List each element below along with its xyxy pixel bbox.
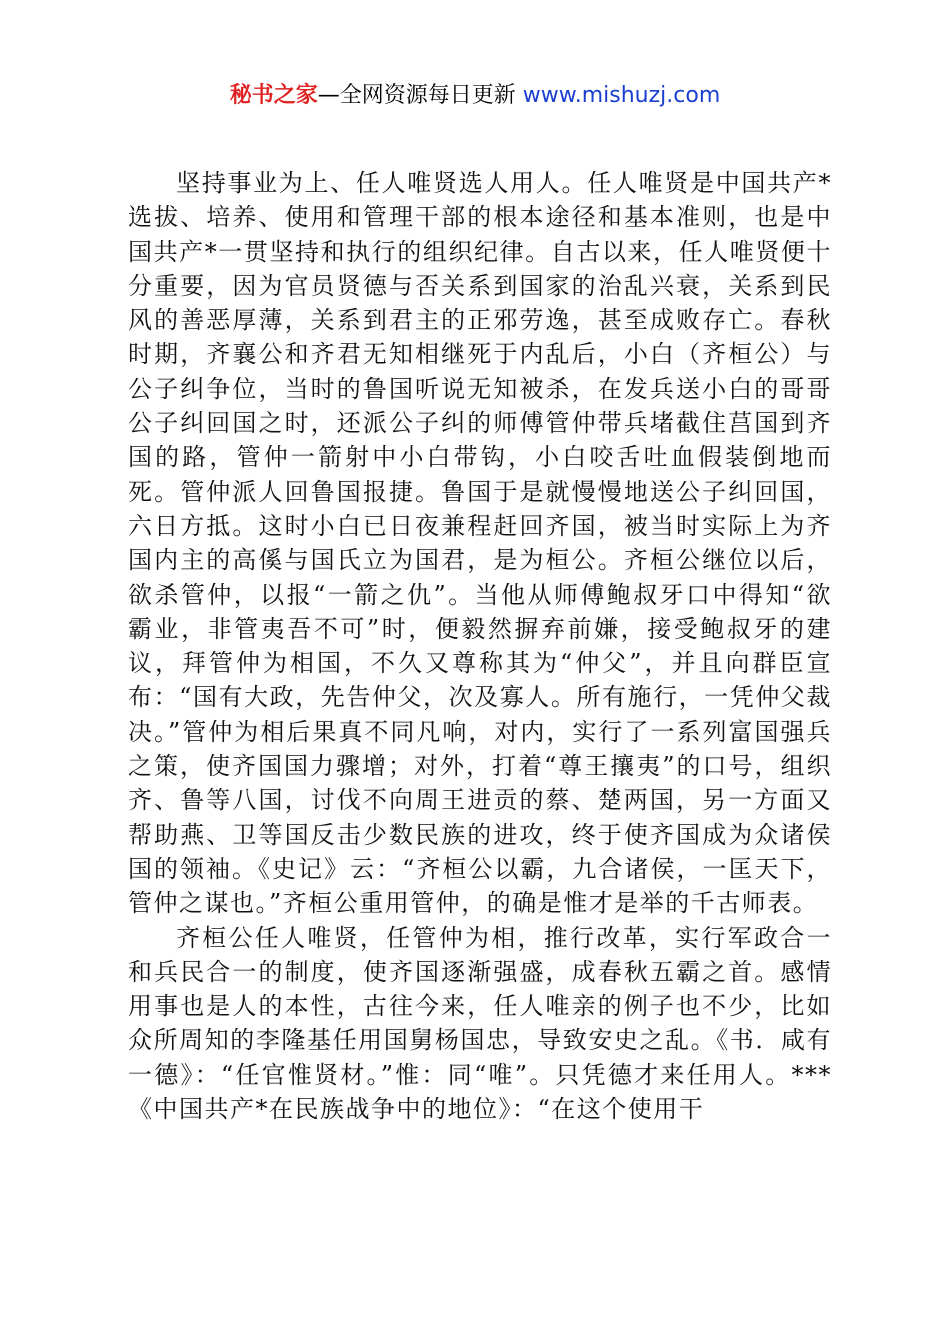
paragraph-1: 坚持事业为上、任人唯贤选人用人。任人唯贤是中国共产*选拔、培养、使用和管理干部的根本途径和基本准则，也是中国共产*一贯坚持和执行的组织纪律。自古以来，任人唯贤便十分重要，因为官员贤德与否关系到国家的治乱兴衰，关系到民风的善恶厚薄，关系到君主的正邪劳逸，甚至成败存亡。春秋时期，齐襄公和齐君无知相继死于内乱后，小白（齐桓公）与公子纠争位，当时的鲁国听说无知被杀，在发兵送小白的哥哥公子纠回国之时，还派公子纠的师傅管仲带兵堵截住莒国到齐国的路，管仲一箭射中小白带钩，小白咬舌吐血假装倒地而死。管仲派人回鲁国报捷。鲁国于是就慢慢地送公子纠回国，六日方抵。这时小白已日夜兼程赶回齐国，被当时实际上为齐国内主的高傒与国氏立为国君，是为桓公。齐桓公继位以后，欲杀管仲，以报“一箭之仇”。当他从师傅鲍叔牙口中得知“欲霸业，非管夷吾不可”时，便毅然摒弃前嫌，接受鲍叔牙的建议，拜管仲为相国，不久又尊称其为“仲父”，并且向群臣宣布：“国有大政，先告仲父，次及寡人。所有施行，一凭仲父裁决。”管仲为相后果真不同凡响，对内，实行了一系列富国强兵之策，使齐国国力骤增；对外，打着“尊王攘夷”的口号，组织齐、鲁等八国，讨伐不向周王进贡的蔡、楚两国，另一方面又帮助燕、卫等国反击少数民族的进攻，终于使齐国成为众诸侯国的领袖。《史记》云：“齐桓公以霸，九合诸侯，一匡天下，管仲之谋也。”齐桓公重用管仲，的确是惟才是举的千古师表。 xyxy=(128,169,832,918)
document-body xyxy=(128,166,832,1126)
site-url-link[interactable]: www.mishuzj.com xyxy=(522,83,721,108)
header-tagline: —全网资源每日更新 xyxy=(317,83,523,108)
page-header xyxy=(0,80,950,112)
brand-name: 秘书之家 xyxy=(229,83,318,108)
paragraph-2: 齐桓公任人唯贤，任管仲为相，推行改革，实行军政合一和兵民合一的制度，使齐国逐渐强盛，成春秋五霸之首。感情用事也是人的本性，古往今来，任人唯亲的例子也不少，比如众所周知的李隆基任用国舅杨国忠，导致安史之乱。《书．咸有一德》：“任官惟贤材。”惟：同“唯”。只凭德才来任用人。***《中国共产*在民族战争中的地位》：“在这个使用干 xyxy=(128,923,832,1124)
